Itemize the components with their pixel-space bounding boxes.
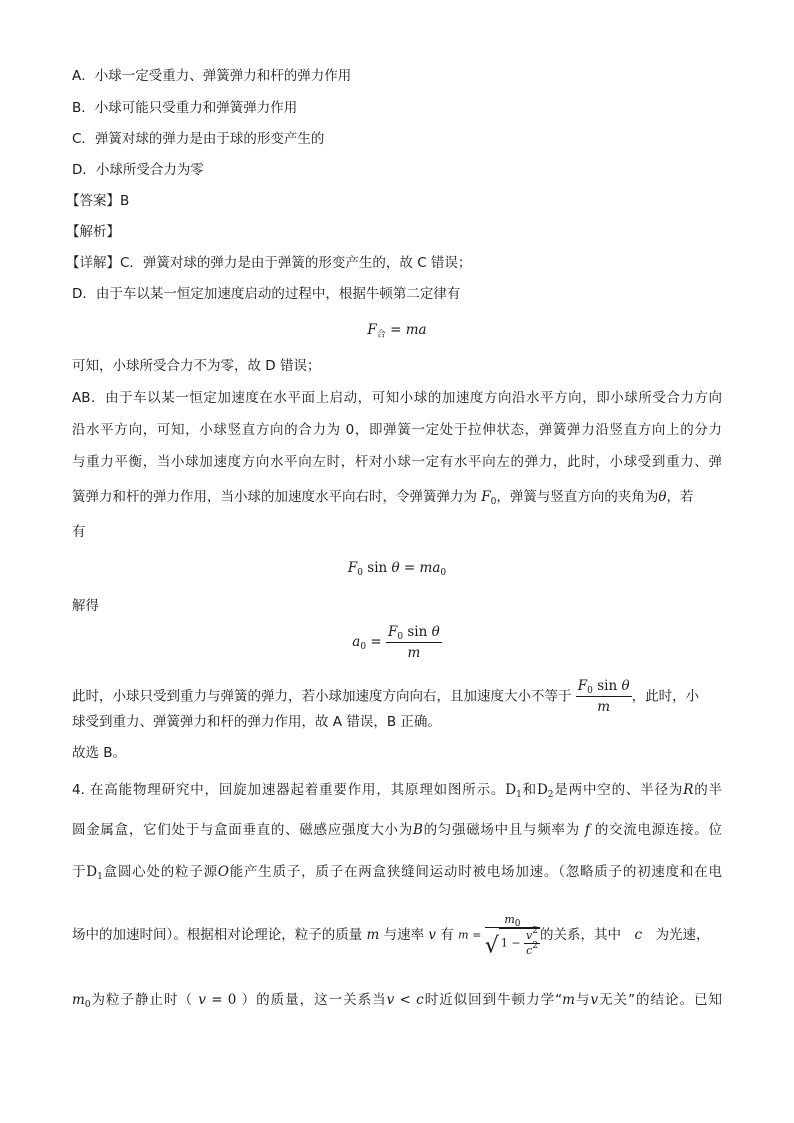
answer-line [66,191,129,211]
ab-line-4-c: ，若 [666,489,694,505]
q4-l1-b: 和 [521,782,537,798]
q4-l5-b: ）的质量，这一关系当 [241,992,387,1008]
detail-c-text: C．弹簧对球的弹力是由于弹簧的形变产生的，故 C 错误； [120,255,472,271]
equation-acceleration: $a_0$ = $\frac{F_0 \sin \theta}{m}$ [352,624,440,661]
q4-l4-a: 场中的加速时间）。根据相对论理论，粒子的质量 [72,927,363,943]
q4-l4-c: 有 [440,927,454,943]
symbol-m: m [362,927,384,943]
relativistic-mass-formula: m = $m_0$ √ 1 − $\frac{v^2}{c^2}$ [458,912,538,958]
q4-l1-c: 是两中空的、半径为 [553,782,684,798]
q4-l4-b: 与速率 [383,927,425,943]
symbol-r: R [683,782,694,798]
q4-l3-a: 于 [72,864,87,880]
answer-value: B [120,193,130,209]
option-b: B．小球可能只受重力和弹簧弹力作用 [72,100,298,116]
symbol-d1b: $D_1$ [86,864,103,882]
q4-line-3 [72,862,722,882]
then-line-2: 球受到重力、弹簧弹力和杆的弹力作用，故 A 错误，B 正确。 [72,714,441,730]
option-c: C．弹簧对球的弹力是由于球的形变产生的 [72,131,325,147]
detail-d-text: D．由于车以某一恒定加速度启动的过程中，根据牛顿第二定律有 [72,286,461,302]
ab-line-3: 与重力平衡，当小球加速度方向水平向左时，杆对小球一定有水平向左的弹力，此时，小球受到重力、弹 [72,454,722,470]
q4-line-1 [72,780,722,800]
symbol-d1: $D_1$ [505,782,522,800]
q4-l5-d: 与 [574,992,591,1008]
ab-line-2: 沿水平方向，可知，小球竖直方向的合力为 0，即弹簧一定处于拉伸状态，弹簧弹力沿竖直方向上的分力 [72,422,722,438]
q4-l1-a: 4. 在高能物理研究中，回旋加速器起着重要作用，其原理如图所示。 [72,782,506,798]
symbol-c: c [621,927,656,943]
then-line-1-a: 此时，小球只受到重力与弹簧的弹力，若小球加速度方向向右，且加速度大小不等于 [72,688,572,705]
ab-line-4-b: ，弹簧与竖直方向的夹角为 [496,489,659,505]
fraction-mass: $m_0$ √ 1 − $\frac{v^2}{c^2}$ [484,912,538,958]
q4-l5-a: 为粒子静止时（ [90,992,193,1008]
q4-l5-c: 时近似回到牛顿力学“ [423,992,563,1008]
analysis-tag: 【解析】 [66,224,120,240]
q4-l2-c: 的交流电源连接。位 [594,822,723,838]
then-line-1 [72,676,699,717]
detail-d-conclusion: 可知，小球所受合力不为零，故 D 错误； [72,358,321,374]
equation-force: $F_0$ $\sin \theta = ma_0$ [347,560,447,578]
symbol-m-q: m [562,992,575,1008]
symbol-f: f [579,822,595,838]
then-line-1-b: ，此时，小 [631,688,700,705]
symbol-b: B [412,822,423,838]
equation-newton: $F_合$ = ma [367,322,427,340]
q4-l2-b: 的匀强磁场中且与频率为 [422,822,580,838]
q4-l4-e: 为光速， [655,927,710,943]
answer-tag: 【答案】 [66,193,120,209]
ab-line-5: 有 [72,524,86,540]
ab-line-1: AB．由于车以某一恒定加速度在水平面上启动，可知小球的加速度方向沿水平方向，即小球所受合力方向 [72,390,722,406]
option-d: D．小球所受合力为零 [72,162,204,178]
q4-l3-b: 盒圆心处的粒子源 [102,864,218,880]
symbol-theta: θ [658,489,667,505]
q4-l3-c: 能产生质子，质子在两盒狭缝间运动时被电场加速。（忽略质子的初速度和在电 [228,864,723,880]
q4-l4-d: 的关系，其中 [540,927,621,943]
fraction-inline: $\frac{F_0 \sin \theta}{m}$ [577,678,630,715]
q4-line-4 [72,905,710,965]
symbol-d2: $D_2$ [536,782,554,800]
q4-line-2 [72,820,722,840]
solve-label: 解得 [72,598,99,614]
fraction-acceleration: $\frac{F_0 \sin \theta}{m}$ [387,624,440,661]
symbol-v-q: v [590,992,599,1008]
ab-line-4 [72,487,694,507]
q4-l5-e: 无关”的结论。已知 [598,992,723,1008]
q4-l2-a: 圆金属盒，它们处于与盒面垂直的、磁感应强度大小为 [72,822,413,838]
detail-c-line [66,253,471,273]
option-a: A．小球一定受重力、弹簧弹力和杆的弹力作用 [72,68,352,84]
symbol-o: O [217,864,229,880]
condition-v-zero: v = 0 [193,992,242,1008]
symbol-f0: $F_0$ [481,489,497,507]
ab-line-4-a: 簧弹力和杆的弹力作用，当小球的加速度水平向右时，令弹簧弹力为 [72,489,477,505]
symbol-v: v [424,927,441,943]
choose-line: 故选 B。 [72,745,127,761]
condition-v-lt-c: v < c [386,992,424,1008]
q4-line-5 [72,990,722,1010]
detail-tag: 【详解】 [66,255,120,271]
symbol-m0: $m_0$ [72,992,91,1010]
q4-l1-d: 的半 [693,782,723,798]
